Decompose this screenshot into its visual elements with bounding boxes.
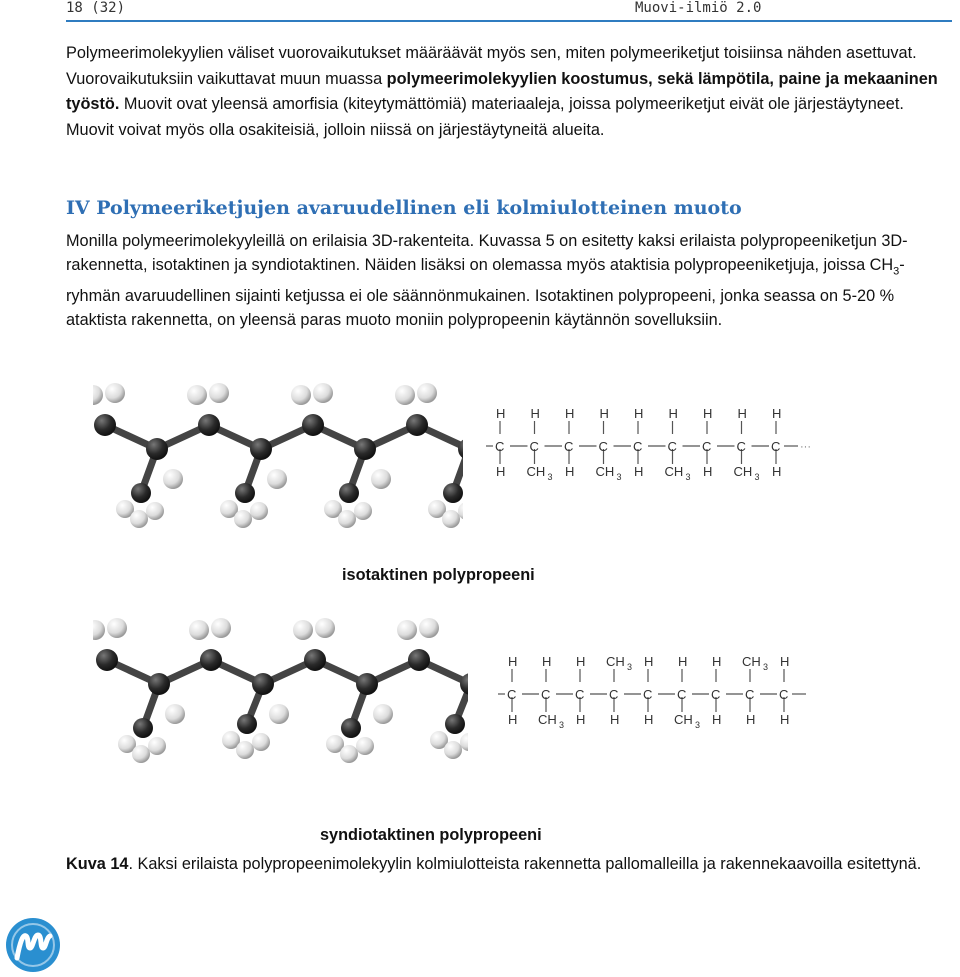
carbon-atom [148,673,170,695]
carbon-atom [339,483,359,503]
hydrogen-atom [93,385,103,405]
carbon-atom [445,714,465,734]
carbon-label: C [598,439,608,454]
carbon-atom [235,483,255,503]
document-title: Muovi-ilmiö 2.0 [635,0,762,16]
hydrogen-label: H [712,654,722,669]
hydrogen-atom [313,383,333,403]
hydrogen-atom [148,737,166,755]
hydrogen-label: H [565,464,575,479]
carbon-atom [146,438,168,460]
carbon-label: C [779,687,789,702]
hydrogen-label: H [712,712,722,727]
carbon-atom [198,414,220,436]
carbon-atom [356,673,378,695]
methyl-label: CH [664,464,684,479]
methyl-label: CH [526,464,546,479]
carbon-label: C [541,687,551,702]
hydrogen-atom [417,383,437,403]
hydrogen-atom [340,745,358,763]
carbon-atom [408,649,430,671]
carbon-label: C [667,439,677,454]
carbon-label: C [633,439,643,454]
hydrogen-atom [397,620,417,640]
carbon-atom [250,438,272,460]
isotactic-ball-model [93,373,463,539]
hydrogen-atom [165,704,185,724]
hydrogen-atom [146,502,164,520]
hydrogen-atom [354,502,372,520]
methyl-subscript: 3 [559,720,565,730]
muovi-ilmio-logo-icon [4,916,62,974]
page-header [66,0,952,22]
hydrogen-atom [250,502,268,520]
methyl-label: CH [538,712,557,727]
carbon-atom [252,673,274,695]
hydrogen-label: H [737,406,747,421]
carbon-label: C [745,687,755,702]
hydrogen-atom [252,733,270,751]
hydrogen-atom [338,510,356,528]
hydrogen-label: H [496,406,506,421]
carbon-label: C [507,687,517,702]
isotactic-structural-formula [485,400,825,490]
carbon-label: C [711,687,721,702]
hydrogen-atom [93,620,105,640]
methyl-subscript: 3 [627,662,633,672]
carbon-label: C [564,439,574,454]
methyl-subscript: 3 [754,472,760,482]
carbon-label: C [771,439,781,454]
carbon-atom [302,414,324,436]
hydrogen-atom [236,741,254,759]
intro-bold-text: polymeerimolekyylien koostumus, sekä lämpötila, paine ja mekaaninen työstö. [66,69,938,113]
carbon-atom [354,438,376,460]
hydrogen-label: H [668,406,678,421]
hydrogen-atom [356,737,374,755]
hydrogen-label: H [542,654,552,669]
carbon-atom [200,649,222,671]
syndiotactic-caption: syndiotaktinen polypropeeni [320,826,542,844]
hydrogen-atom [315,618,335,638]
carbon-label: C [609,687,619,702]
isotactic-caption: isotaktinen polypropeeni [342,566,535,584]
methyl-subscript: 3 [695,720,701,730]
hydrogen-label: H [530,406,540,421]
methyl-label: CH [674,712,693,727]
hydrogen-label: H [703,406,713,421]
hydrogen-atom [371,469,391,489]
hydrogen-label: H [780,712,790,727]
hydrogen-label: H [576,712,586,727]
methyl-subscript: 3 [547,472,553,482]
figure-label: Kuva 14 [66,855,129,873]
hydrogen-atom [209,383,229,403]
hydrogen-atom [163,469,183,489]
hydrogen-atom [211,618,231,638]
hydrogen-atom [291,385,311,405]
methyl-label: CH [606,654,625,669]
section-heading: IV Polymeeriketjujen avaruudellinen eli kolmiulotteinen muoto [66,197,742,219]
carbon-label: C [495,439,505,454]
hydrogen-atom [293,620,313,640]
hydrogen-label: H [565,406,575,421]
figure-caption [66,851,946,878]
carbon-atom [133,718,153,738]
hydrogen-atom [269,704,289,724]
hydrogen-label: H [772,464,782,479]
carbon-label: C [643,687,653,702]
carbon-label: C [677,687,687,702]
hydrogen-atom [187,385,207,405]
methyl-label: CH [595,464,615,479]
hydrogen-label: H [746,712,756,727]
hydrogen-atom [373,704,393,724]
intro-text-2: Muovit ovat yleensä amorfisia (kiteytymättömiä) materiaaleja, joissa polymeeriketjut eivät ole järjestäytyneet. Muovit voivat myös olla osakiteisiä, jolloin niissä on järjestäytyneitä alueita. [66,95,904,139]
hydrogen-atom [130,510,148,528]
hydrogen-atom [189,620,209,640]
hydrogen-atom [105,383,125,403]
figure-caption-text: . Kaksi erilaista polypropeenimolekyylin kolmiulotteista rakennetta pallomalleilla ja rakennekaavoilla esitettynä. [128,855,922,873]
carbon-label: C [575,687,585,702]
section-paragraph [66,229,946,332]
methyl-subscript: 3 [685,472,691,482]
hydrogen-label: H [703,464,713,479]
subscript-3: 3 [893,265,900,278]
carbon-atom [443,483,463,503]
hydrogen-label: H [496,464,506,479]
syndiotactic-structural-formula [495,648,815,738]
hydrogen-atom [444,741,462,759]
intro-text-1: Polymeerimolekyylien väliset vuorovaikutukset määräävät myös sen, miten polymeeriketjut toisiinsa nähden asettuvat. Vuorovaikutuksiin vaikuttavat muun muassa [66,44,917,88]
hydrogen-label: H [634,406,644,421]
carbon-atom [341,718,361,738]
hydrogen-atom [132,745,150,763]
methyl-label: CH [733,464,753,479]
carbon-atom [96,649,118,671]
carbon-label: C [736,439,746,454]
carbon-label: C [529,439,539,454]
intro-paragraph [66,41,946,143]
hydrogen-label: H [644,654,654,669]
hydrogen-label: H [508,654,518,669]
carbon-atom [406,414,428,436]
carbon-label: C [702,439,712,454]
hydrogen-label: H [772,406,782,421]
ellipsis: ··· [800,441,811,453]
section-text-1: Monilla polymeerimolekyyleillä on erilaisia 3D-rakenteita. Kuvassa 5 on esitetty kaksi erilaista polypropeeniketjun 3D-rakennetta, isotaktinen ja syndiotaktinen. Näiden lisäksi on olemassa myös ataktisia polypropeeniketjuja, joissa CH [66,232,908,275]
hydrogen-label: H [634,464,644,479]
hydrogen-label: H [780,654,790,669]
hydrogen-label: H [599,406,609,421]
hydrogen-atom [267,469,287,489]
hydrogen-atom [107,618,127,638]
hydrogen-atom [419,618,439,638]
carbon-atom [304,649,326,671]
header-rule [66,20,952,22]
methyl-subscript: 3 [616,472,622,482]
hydrogen-label: H [576,654,586,669]
hydrogen-atom [395,385,415,405]
hydrogen-label: H [610,712,620,727]
hydrogen-atom [442,510,460,528]
hydrogen-atom [234,510,252,528]
methyl-label: CH [742,654,761,669]
page-number: 18 (32) [66,0,126,16]
carbon-atom [237,714,257,734]
hydrogen-label: H [508,712,518,727]
syndiotactic-ball-model [93,614,468,784]
hydrogen-label: H [678,654,688,669]
hydrogen-label: H [644,712,654,727]
carbon-atom [94,414,116,436]
section-text-2: -ryhmän avaruudellinen sijainti ketjussa ei ole säännönmukainen. Isotaktinen polypropeeni, jonka seassa on 5-20 % ataktista rakennetta, on yleensä paras muoto moniin polypropeenin käytännön sovelluksiin. [66,256,905,330]
carbon-atom [131,483,151,503]
methyl-subscript: 3 [763,662,769,672]
